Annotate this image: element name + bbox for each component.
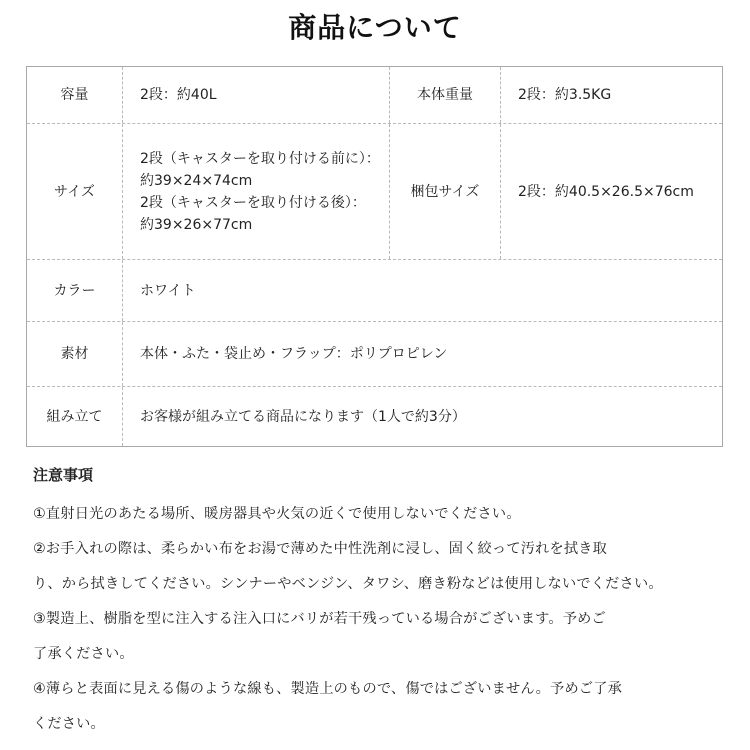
- assembly-label: 組み立て: [27, 387, 123, 446]
- note-line-2: ②お手入れの際は、柔らかい布をお湯で薄めた中性洗剤に浸し、固く絞って汚れを拭き取: [33, 541, 608, 557]
- size-line-1: 2段（キャスターを取り付ける前に）：: [140, 150, 380, 167]
- spec-table: [26, 66, 723, 447]
- table-row-assembly: [27, 386, 722, 446]
- note-line-1: ①直射日光のあたる場所、暖房器具や火気の近くで使用しないでください。: [33, 506, 521, 522]
- weight-value: 2段：約3.5KG: [518, 87, 612, 103]
- table-row-material: [27, 321, 722, 386]
- table-row-capacity: [27, 67, 722, 123]
- material-label: 素材: [27, 322, 123, 386]
- capacity-value: 2段：約40L: [140, 87, 217, 103]
- weight-label: 本体重量: [389, 67, 501, 123]
- assembly-value: お客様が組み立てる商品になります（1人で約3分）: [140, 408, 466, 425]
- notes-section: [33, 462, 733, 742]
- note-line-3: り、から拭きしてください。シンナーやベンジン、タワシ、磨き粉などは使用しないでください。: [33, 576, 663, 592]
- size-line-3: 2段（キャスターを取り付ける後）：: [140, 194, 366, 211]
- size-line-4: 約39×26×77cm: [140, 216, 253, 233]
- note-line-6: ④薄らと表面に見える傷のような線も、製造上のもので、傷ではございません。予めご了承: [33, 681, 622, 697]
- capacity-label: 容量: [27, 67, 123, 123]
- notes-heading: 注意事項: [33, 466, 94, 484]
- table-row-size: [27, 123, 722, 259]
- size-line-2: 約39×24×74cm: [140, 172, 253, 189]
- package-size-value: 2段：約40.5×26.5×76cm: [518, 183, 694, 200]
- note-line-7: ください。: [33, 716, 105, 732]
- note-line-4: ③製造上、樹脂を型に注入する注入口にバリが若干残っている場合がございます。予めご: [33, 611, 606, 627]
- size-value: [123, 124, 389, 259]
- color-value: ホワイト: [140, 282, 196, 299]
- size-label: サイズ: [27, 124, 123, 259]
- page-title: 商品について: [288, 11, 462, 44]
- material-value: 本体・ふた・袋止め・フラップ：ポリプロピレン: [140, 346, 448, 362]
- package-size-label: 梱包サイズ: [389, 124, 501, 259]
- table-row-color: [27, 259, 722, 321]
- color-label: カラー: [27, 260, 123, 321]
- note-line-5: 了承ください。: [33, 646, 134, 662]
